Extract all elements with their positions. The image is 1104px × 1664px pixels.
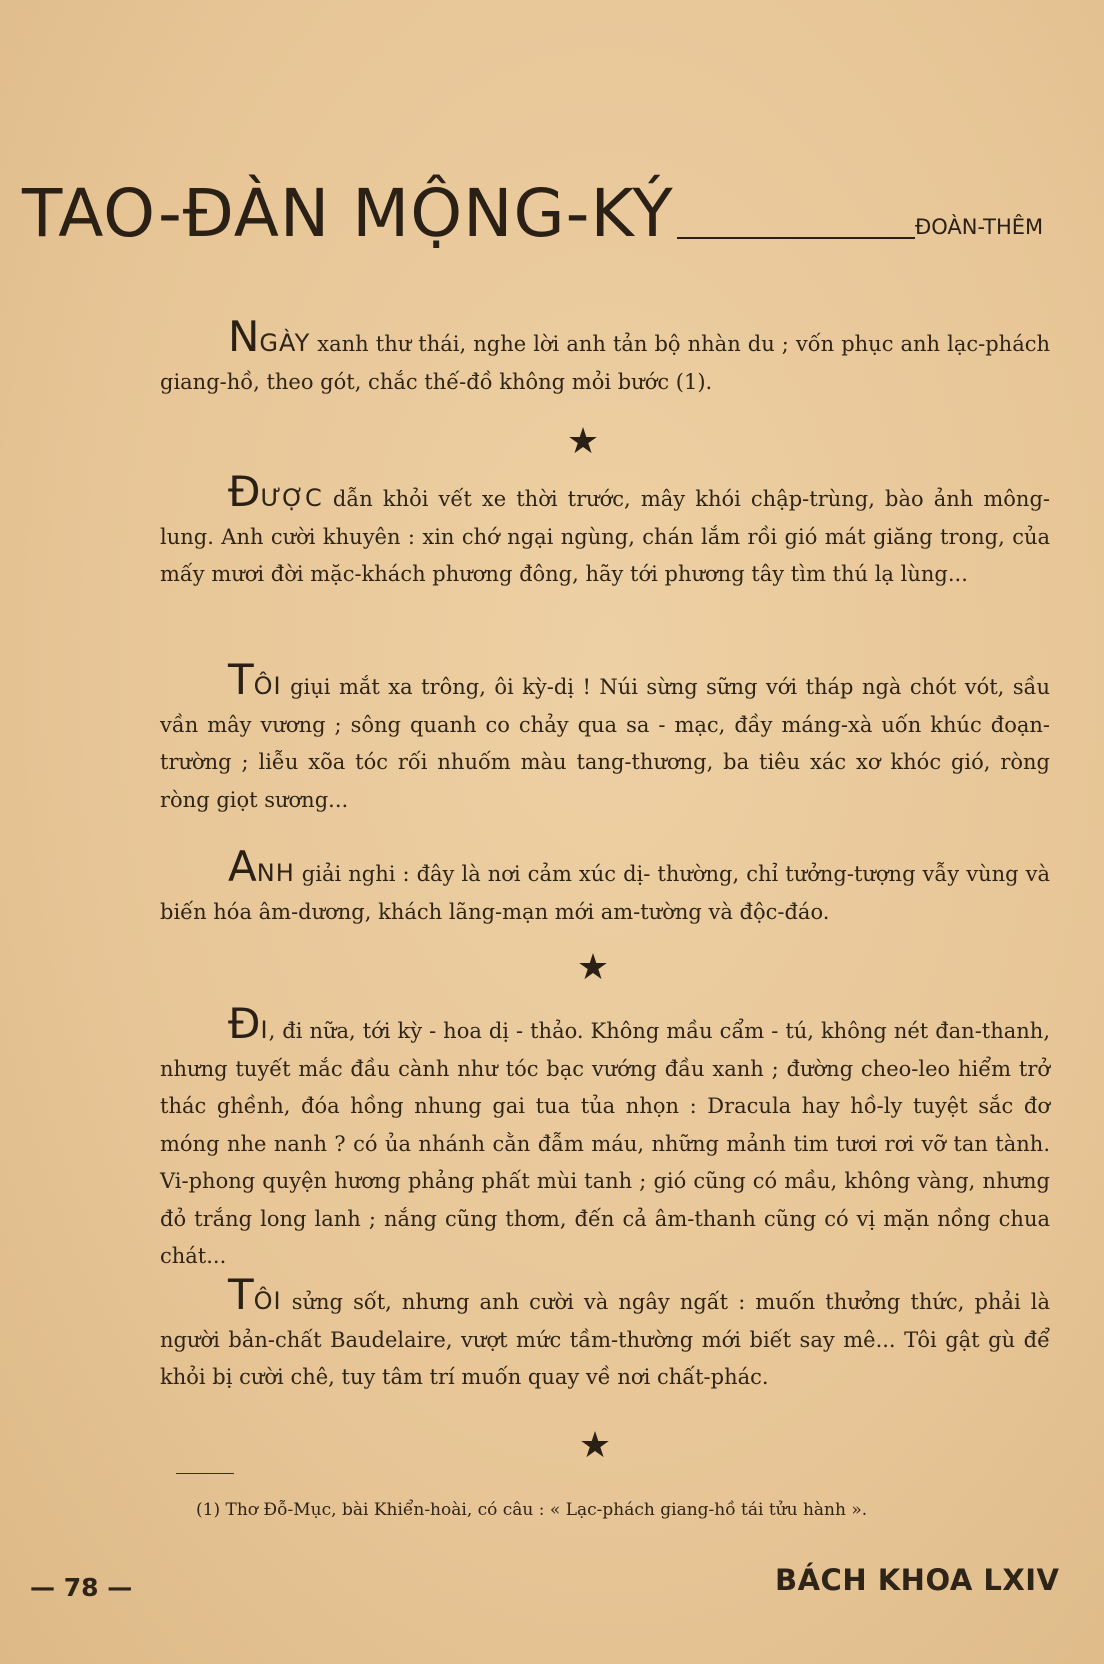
paragraph-text: sửng sốt, nhưng anh cười và ngây ngất : muốn thưởng thức, phải là người bản-chất Baudelaire, vượt mức tầm-thường mới biết say mê... Tôi gật gù để khỏi bị cười chê, tuy tâm trí muốn quay về nơi chất-phác. [160, 1290, 1050, 1389]
drop-letter: Đ [228, 467, 261, 516]
lead-word-rest: ÔI [253, 1287, 282, 1315]
lead-word-rest: I [260, 1016, 269, 1044]
footnote: (1) Thơ Đỗ-Mục, bài Khiển-hoài, có câu : « Lạc-phách giang-hồ tái tửu hành ». [196, 1500, 868, 1520]
star-separator: ★ [566, 421, 600, 462]
page-number: — 78 — [30, 1573, 133, 1602]
paragraph-4 [160, 842, 1050, 931]
paragraph-5 [160, 999, 1050, 1276]
paragraph-6 [160, 1270, 1050, 1397]
title-rule [677, 237, 915, 239]
drop-letter: A [228, 842, 257, 891]
paragraph-text: dẫn khỏi vết xe thời trước, mây khói chập-trùng, bào ảnh mông-lung. Anh cười khuyên : xin chớ ngại ngùng, chán lắm rồi gió mát giăng trong, của mấy mươi đời mặc-khách phương đông, hãy tới phương tây tìm thú lạ lùng... [160, 487, 1050, 586]
paragraph-2 [160, 467, 1050, 594]
drop-letter: Đ [228, 999, 261, 1048]
article-title: TAO-ĐÀN MỘNG-KÝ [22, 175, 674, 252]
paragraph-text: giụi mắt xa trông, ôi kỳ-dị ! Núi sừng sững với tháp ngà chót vót, sầu vần mây vương ; sông quanh co chảy qua sa - mạc, đầy máng-xà uốn khúc đoạn- trường ; liễu xõa tóc rối nhuốm màu tang-thương, ba tiêu xác xơ khóc gió, ròng ròng giọt sương... [160, 675, 1050, 812]
paragraph-text: , đi nữa, tới kỳ - hoa dị - thảo. Không mầu cẩm - tú, không nét đan-thanh, nhưng tuyết mắc đầu cành như tóc bạc vướng đầu xanh ; đường cheo-leo hiểm trở thác ghềnh, đóa hồng nhung gai tua tủa nhọn : Dracula hay hồ-ly tuyệt sắc đơ móng nhe nanh ? có ủa nhánh cằn đẫm máu, những mảnh tim tươi rơi vỡ tan tành. Vi-phong quyện hương phảng phất mùi tanh ; gió cũng có mầu, không vàng, nhưng đỏ trắng long lanh ; nắng cũng thơm, đến cả âm-thanh cũng có vị mặn nồng chua chát... [160, 1019, 1050, 1268]
paragraph-text: giải nghi : đây là nơi cảm xúc dị- thường, chỉ tưởng-tượng vẫy vùng và biến hóa âm-dương, khách lãng-mạn mới am-tường và độc-đáo. [160, 862, 1050, 924]
lead-word-rest: NH [256, 859, 295, 887]
drop-letter: N [228, 312, 260, 361]
article-header [22, 175, 1052, 265]
star-separator: ★ [578, 1425, 612, 1466]
lead-word-rest: ƯỢC [260, 484, 323, 512]
paragraph-1 [160, 312, 1050, 401]
footnote-rule [176, 1473, 234, 1474]
article-author: ĐOÀN-THÊM [915, 215, 1044, 239]
drop-letter: T [228, 1270, 254, 1319]
drop-letter: T [228, 655, 254, 704]
journal-name: BÁCH KHOA LXIV [775, 1563, 1060, 1597]
lead-word-rest: GÀY [259, 329, 311, 357]
paragraph-3 [160, 655, 1050, 819]
lead-word-rest: ÔI [253, 672, 282, 700]
star-separator: ★ [576, 947, 610, 988]
paragraph-text: xanh thư thái, nghe lời anh tản bộ nhàn du ; vốn phục anh lạc-phách giang-hồ, theo gót, chắc thế-đồ không mỏi bước (1). [160, 332, 1050, 394]
